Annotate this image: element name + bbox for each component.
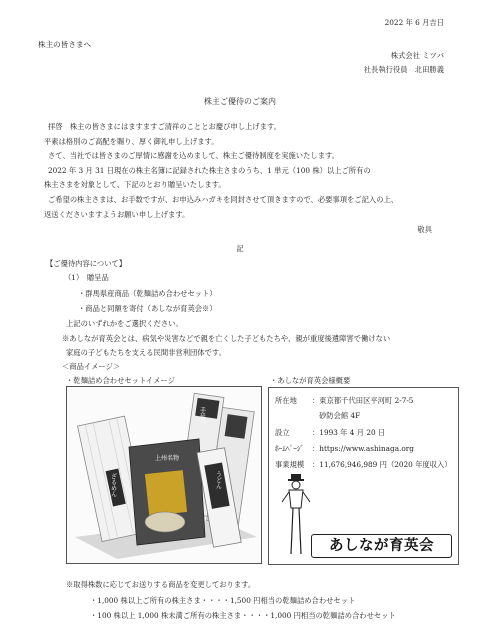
founded-value: ：1993 年 4 月 20 日 (312, 428, 386, 437)
document-date: 2022 年 6 月吉日 (384, 18, 444, 27)
salutation: 株主の皆さまへ (38, 40, 92, 49)
ashinaga-note-2: 家庭の子どもたちを支える民間非営利団体です。 (66, 348, 226, 357)
homepage-value: ：https://www.ashinaga.org (312, 444, 414, 453)
noodle-set-illustration (67, 387, 261, 563)
address-line-2: 砂防会館 4F (319, 411, 361, 420)
product-photo (66, 386, 262, 564)
details-heading: 【ご優待内容について】 (46, 259, 127, 268)
center-pack-label: 上州名物 (155, 455, 180, 462)
founded-row (275, 428, 385, 437)
ki-mark: 記 (236, 244, 244, 253)
body-line: 2022 年 3 月 31 日現在の株主名簿に記録された株主さまのうち、1 単元（100 株）以上ご所有の (48, 165, 371, 175)
right-pack-label-1: 手延べ (198, 407, 206, 425)
body-line: 返送くださいますようお願い申し上げます。 (44, 209, 190, 219)
choose-text: 上記のいずれかをご選択ください。 (66, 319, 183, 328)
option-1: ・群馬県産商品（乾麺詰め合わせセット） (78, 289, 217, 298)
homepage-row (275, 444, 414, 453)
footer-note: ※取得株数に応じてお送りする商品を変更しております。 (66, 580, 256, 589)
letter-body (44, 122, 398, 224)
right-pack-label-2: うどん (214, 471, 222, 489)
company-name: 株式会社 ミツバ (390, 51, 444, 60)
closing-phrase: 敬具 (417, 225, 432, 234)
address-label: 所在地 (275, 396, 297, 405)
image-heading: ＜商品イメージ＞ (62, 362, 121, 371)
body-line: さて、当社では皆さまのご厚情に感謝を込めまして、株主ご優待制度を実施いたします。 (48, 151, 339, 161)
body-line: 平素は格別のご高配を賜り、厚く御礼申し上げます。 (44, 136, 219, 146)
homepage-label: ﾎｰﾑﾍﾟｰｼﾞ (275, 444, 305, 453)
stilt-man-icon (279, 472, 313, 556)
ashinaga-logo: あしなが育英会 (311, 534, 452, 558)
document-title: 株主ご優待のご案内 (204, 97, 276, 106)
body-line: 拝啓 株主の皆さまにはますますご清祥のこととお慶び申し上げます。 (48, 122, 281, 131)
address-row (275, 396, 413, 405)
image-right-caption: ・あしなが育英会様概要 (270, 376, 351, 385)
scale-label: 事業規模 (275, 460, 305, 469)
tier-1: ・1,000 株以上ご所有の株主さま・・・・1,500 円相当の乾麺詰め合わせセット (90, 596, 356, 605)
ashinaga-info-box (268, 387, 459, 565)
ashinaga-note-1: ※あしなが育英会とは、病気や災害などで親を亡くした子どもたちや、親が重度後遺障害で働けない (62, 334, 391, 343)
tier-2: ・100 株以上 1,000 株未満ご所有の株主さま・・・・1,000 円相当の乾麺詰め合わせセット (90, 611, 396, 620)
left-pack-label: ざるめん (109, 473, 117, 497)
body-line: ご希望の株主さまは、お手数ですが、お申込みハガキを同封させて頂きますので、必要事項をご記入の上、 (48, 194, 399, 204)
option-2: ・商品と同額を寄付（あしなが育英会※） (78, 304, 217, 313)
scale-row (275, 460, 452, 469)
executive-name: 社長執行役員 北田勝義 (363, 65, 444, 74)
address-value: ：東京都千代田区平河町 2-7-5 (312, 396, 414, 405)
scale-value: ：11,676,946,989 円（2020 年度収入） (312, 460, 452, 469)
image-left-caption: ・乾麺詰め合わせセットイメージ (66, 376, 175, 385)
body-line: 株主さまを対象として、下記のとおり贈呈いたします。 (44, 180, 226, 190)
founded-label: 設立 (275, 428, 290, 437)
item-1-heading: （1） 贈呈品 (64, 273, 109, 282)
